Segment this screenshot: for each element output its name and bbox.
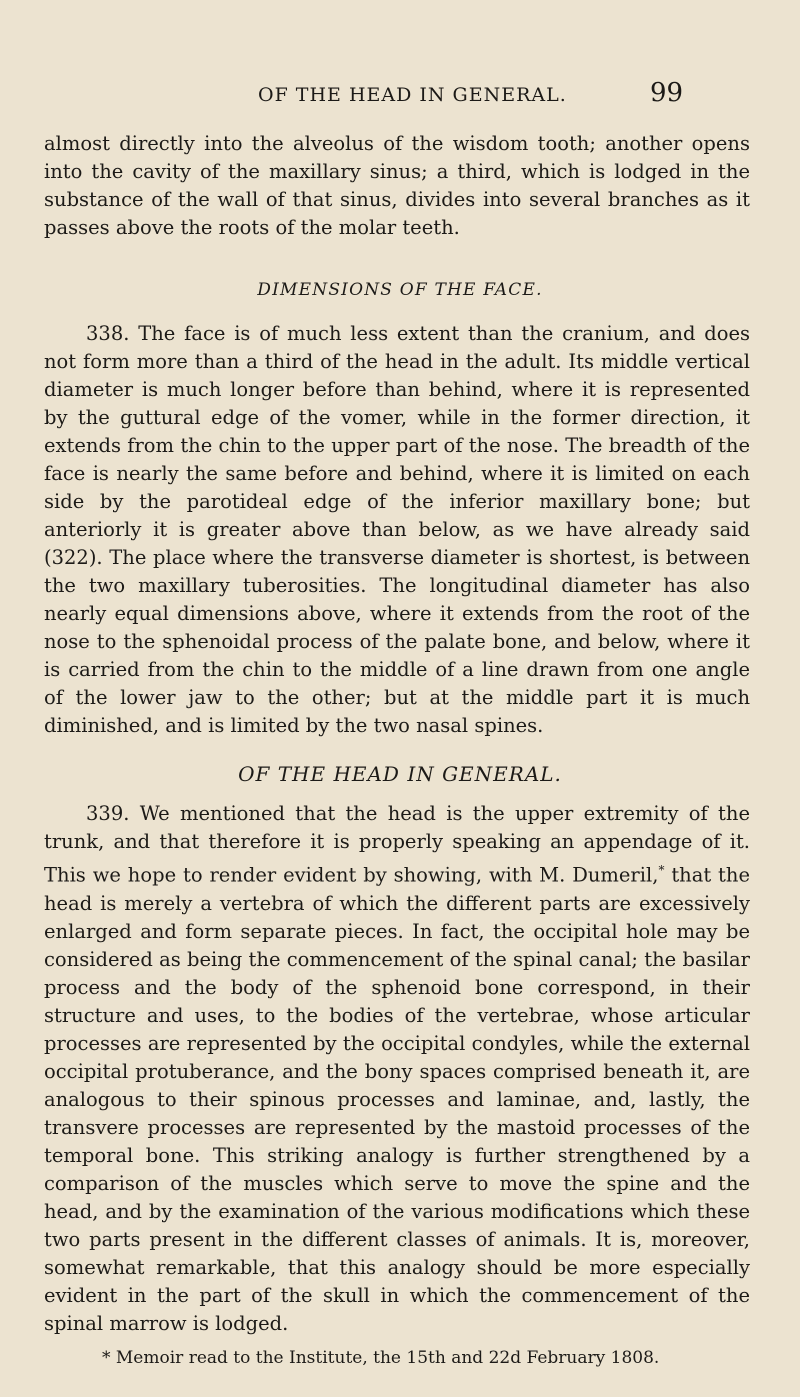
footnote-mark: * bbox=[658, 863, 665, 877]
paragraph-339-part1: 339. We mentioned that the head is the upper extremity of the trunk, and that therefore it is properly speaking an appendage of it. This we hope to render evident by showing, with M. Dumeril, bbox=[44, 802, 750, 887]
section-heading-dimensions: DIMENSIONS OF THE FACE. bbox=[257, 280, 543, 300]
footnote: * Memoir read to the Institute, the 15th and 22d February 1808. bbox=[102, 1348, 660, 1368]
paragraph-continuation: almost directly into the alveolus of the wisdom tooth; another opens into the cavity of the maxillary sinus; a third, which is lodged in the substance of the wall of that sinus, divides into several branches as it passes above the roots of the molar teeth. bbox=[44, 132, 750, 239]
page-number: 99 bbox=[650, 78, 684, 108]
section-heading-head-general: OF THE HEAD IN GENERAL. bbox=[238, 762, 562, 786]
paragraph-339-part2: that the head is merely a vertebra of which the different parts are excessively enlarged and form separate pieces. In fact, the occipital hole may be considered as being the commencement of the spinal canal; the basilar process and the body of the sphenoid bone correspond, in their structure and uses, to the bodies of the vertebrae, whose articular processes are represented by the occipital condyles, while the external occipital protuberance, and the bony spaces comprised beneath it, are analogous to their spinous processes and laminae, and, lastly, the transvere processes are represented by the mastoid processes of the temporal bone. This striking analogy is further strengthened by a comparison of the muscles which serve to move the spine and the head, and by the examination of the various modifications which these two parts present in the different classes of animals. It is, moreover, somewhat remarkable, that this analogy should be more especially evident in the part of the skull in which the commencement of the spinal marrow is lodged. bbox=[44, 863, 750, 1335]
paragraph-339 bbox=[44, 800, 750, 1338]
paragraph-338: 338. The face is of much less extent than the cranium, and does not form more than a third of the head in the adult. Its middle vertical diameter is much longer before than behind, where it is represented by the guttural edge of the vomer, while in the former direction, it extends from the chin to the upper part of the nose. The breadth of the face is nearly the same before and behind, where it is limited on each side by the parotideal edge of the inferior maxillary bone; but anteriorly it is greater above than below, as we have already said (322). The place where the transverse diameter is shortest, is between the two maxillary tuberosities. The longitudinal diameter has also nearly equal dimensions above, where it extends from the root of the nose to the sphenoidal process of the palate bone, and below, where it is carried from the chin to the middle of a line drawn from one angle of the lower jaw to the other; but at the middle part it is much diminished, and is limited by the two nasal spines. bbox=[44, 322, 750, 737]
page-header bbox=[0, 78, 800, 118]
running-head: OF THE HEAD IN GENERAL. bbox=[258, 84, 567, 106]
